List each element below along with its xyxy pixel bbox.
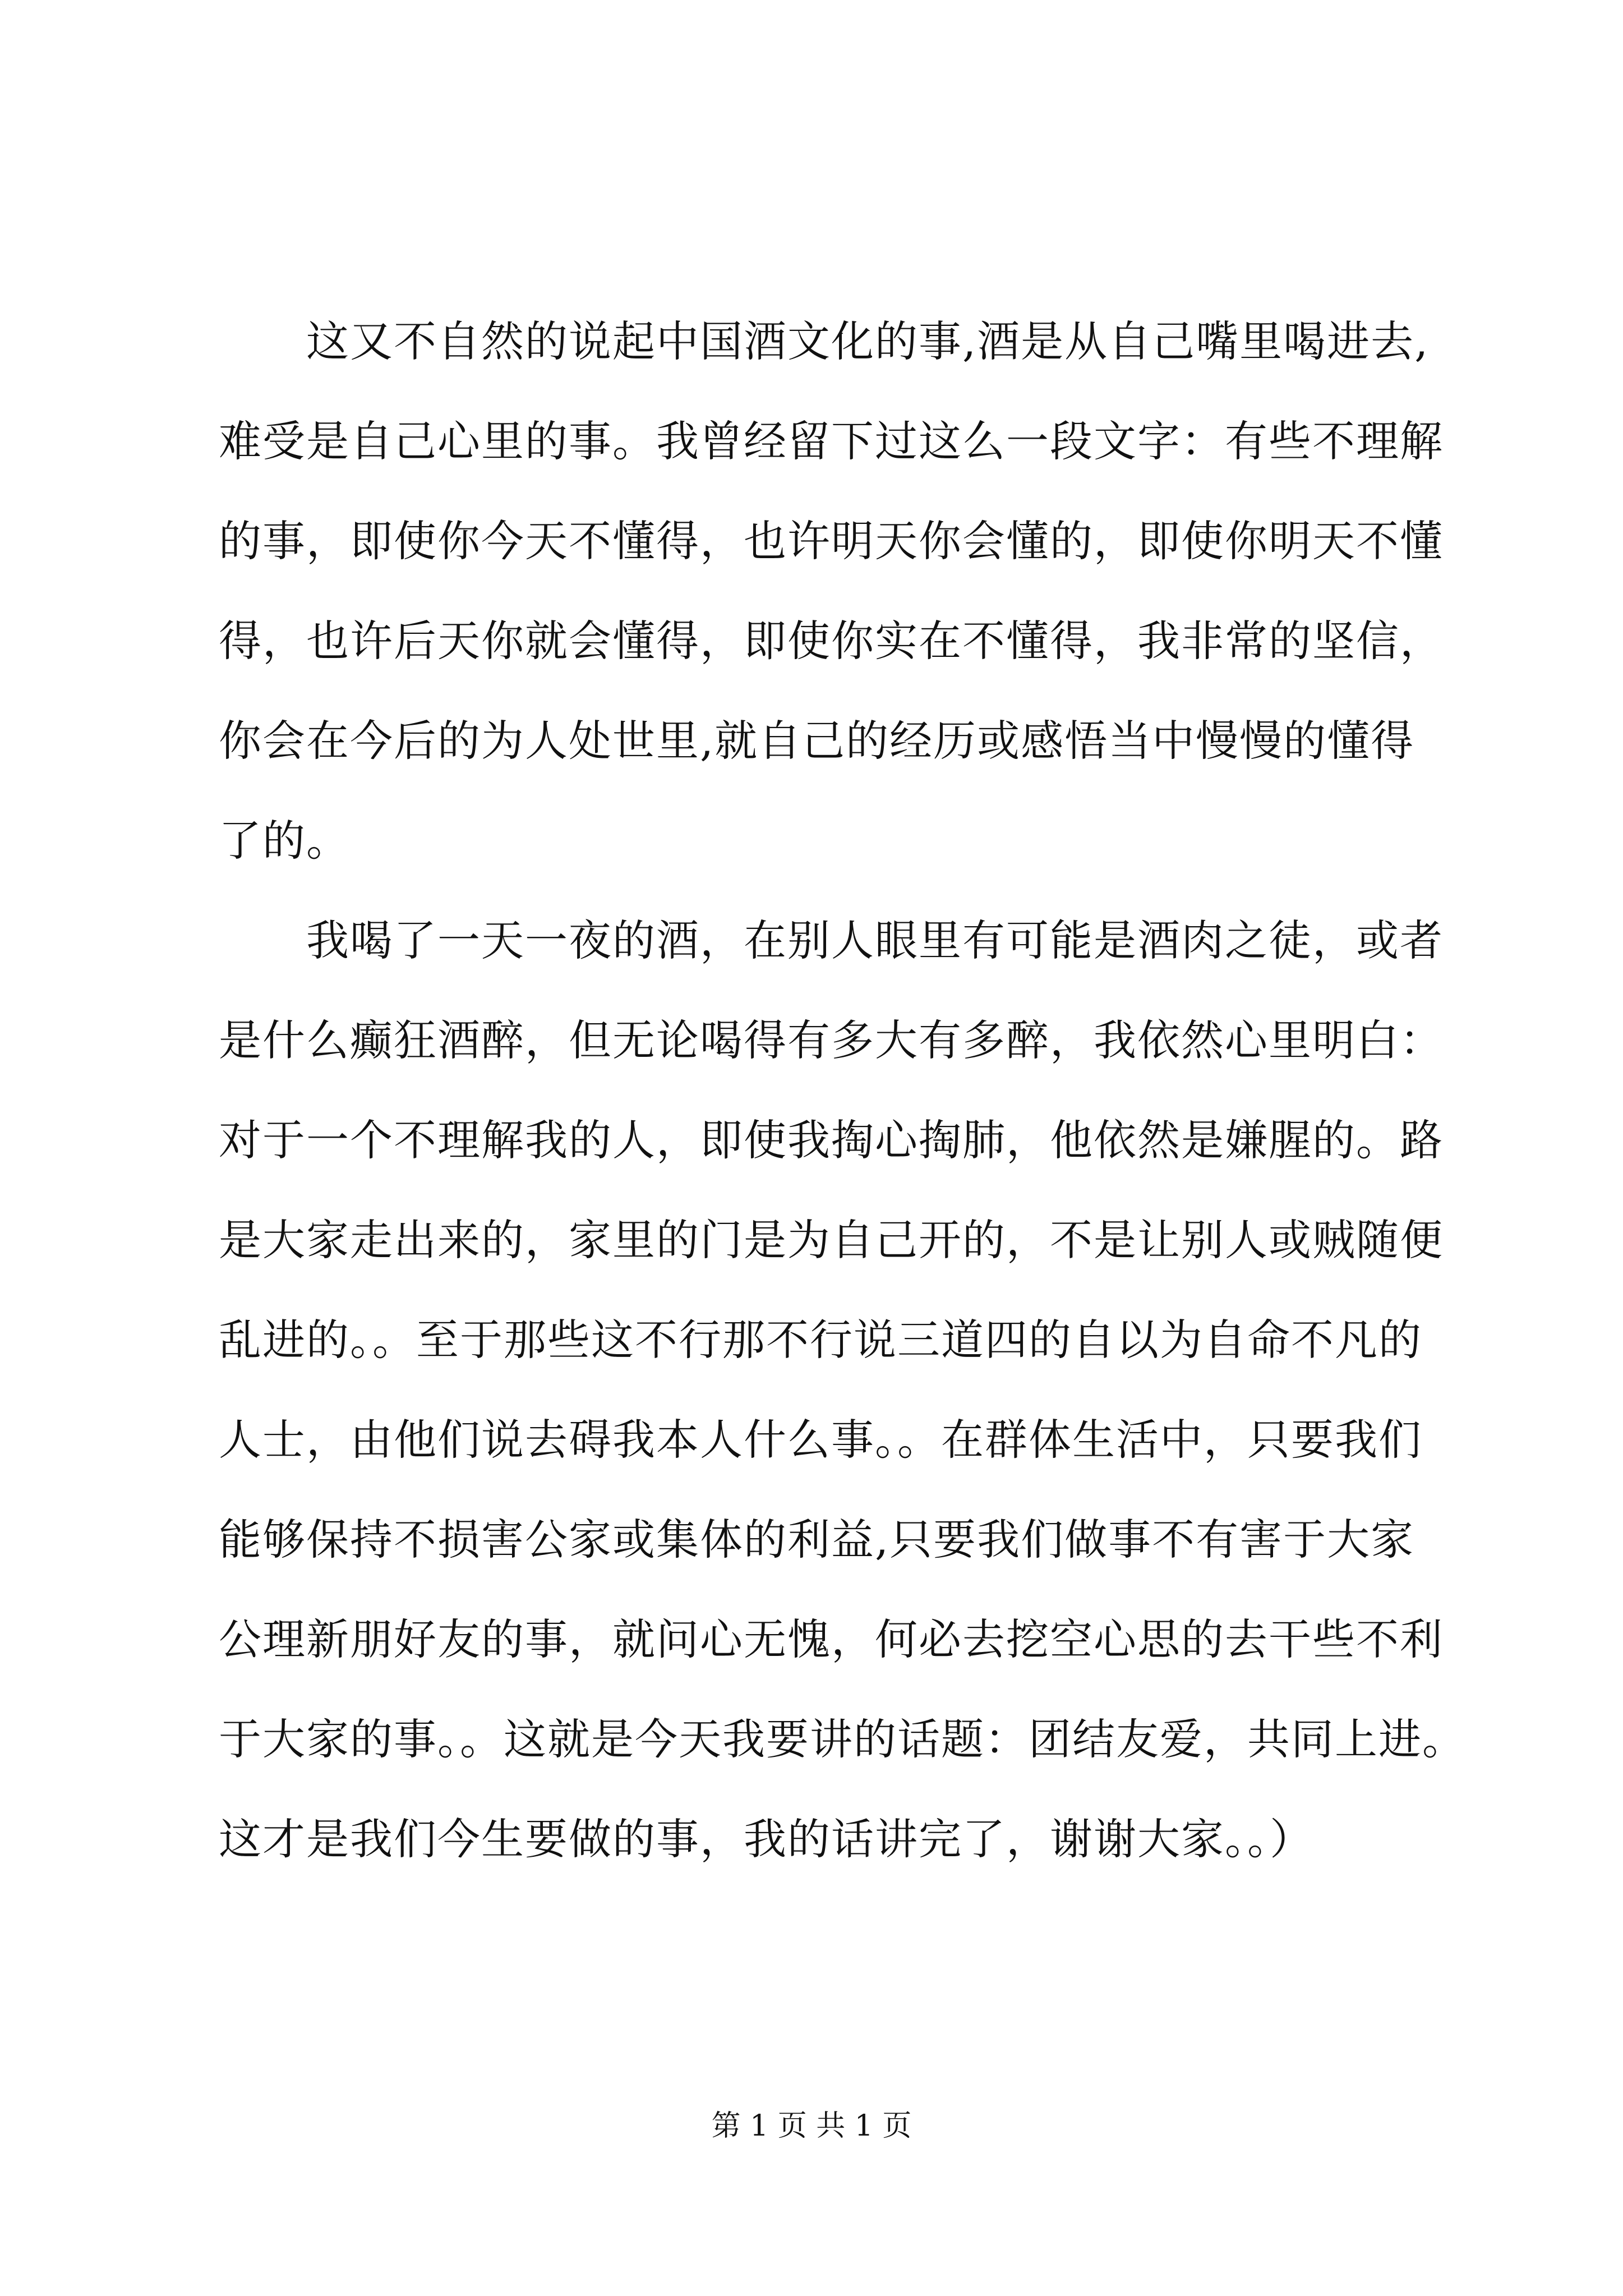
text-line: 难受是自己心里的事。我曾经留下过这么一段文字：有些不理解 <box>219 416 1444 466</box>
text-line: 于大家的事。。这就是今天我要讲的话题：团结友爱，共同上进。 <box>219 1714 1466 1764</box>
text-line: 这才是我们今生要做的事，我的话讲完了，谢谢大家。。） <box>219 1814 1313 1864</box>
text-line: 的事，即使你今天不懂得，也许明天你会懂的，即使你明天不懂 <box>219 516 1444 566</box>
text-line: 人士，由他们说去碍我本人什么事。。在群体生活中，只要我们 <box>219 1415 1422 1465</box>
text-line: 对于一个不理解我的人，即使我掏心掏肺，他依然是嫌腥的。路 <box>219 1115 1444 1165</box>
text-line: 我喝了一天一夜的酒，在别人眼里有可能是酒肉之徒，或者 <box>219 915 1444 965</box>
text-line: 乱进的。。至于那些这不行那不行说三道四的自以为自命不凡的 <box>219 1315 1422 1365</box>
body-text <box>219 292 1466 1889</box>
text-line: 了的。 <box>219 816 350 866</box>
text-line: 是什么癫狂酒醉，但无论喝得有多大有多醉，我依然心里明白： <box>219 1015 1444 1065</box>
text-line: 能够保持不损害公家或集体的利益,只要我们做事不有害于大家 <box>219 1515 1415 1565</box>
text-line: 这又不自然的说起中国酒文化的事,酒是从自己嘴里喝进去, <box>219 316 1430 366</box>
text-line: 你会在今后的为人处世里,就自己的经历或感悟当中慢慢的懂得 <box>219 716 1415 766</box>
text-line: 公理新朋好友的事，就问心无愧，何必去挖空心思的去干些不利 <box>219 1614 1444 1664</box>
text-line: 得，也许后天你就会懂得，即使你实在不懂得，我非常的坚信， <box>219 616 1444 666</box>
text-line: 是大家走出来的，家里的门是为自己开的，不是让别人或贼随便 <box>219 1215 1444 1265</box>
page-number-footer: 第 1 页 共 1 页 <box>711 2109 912 2143</box>
